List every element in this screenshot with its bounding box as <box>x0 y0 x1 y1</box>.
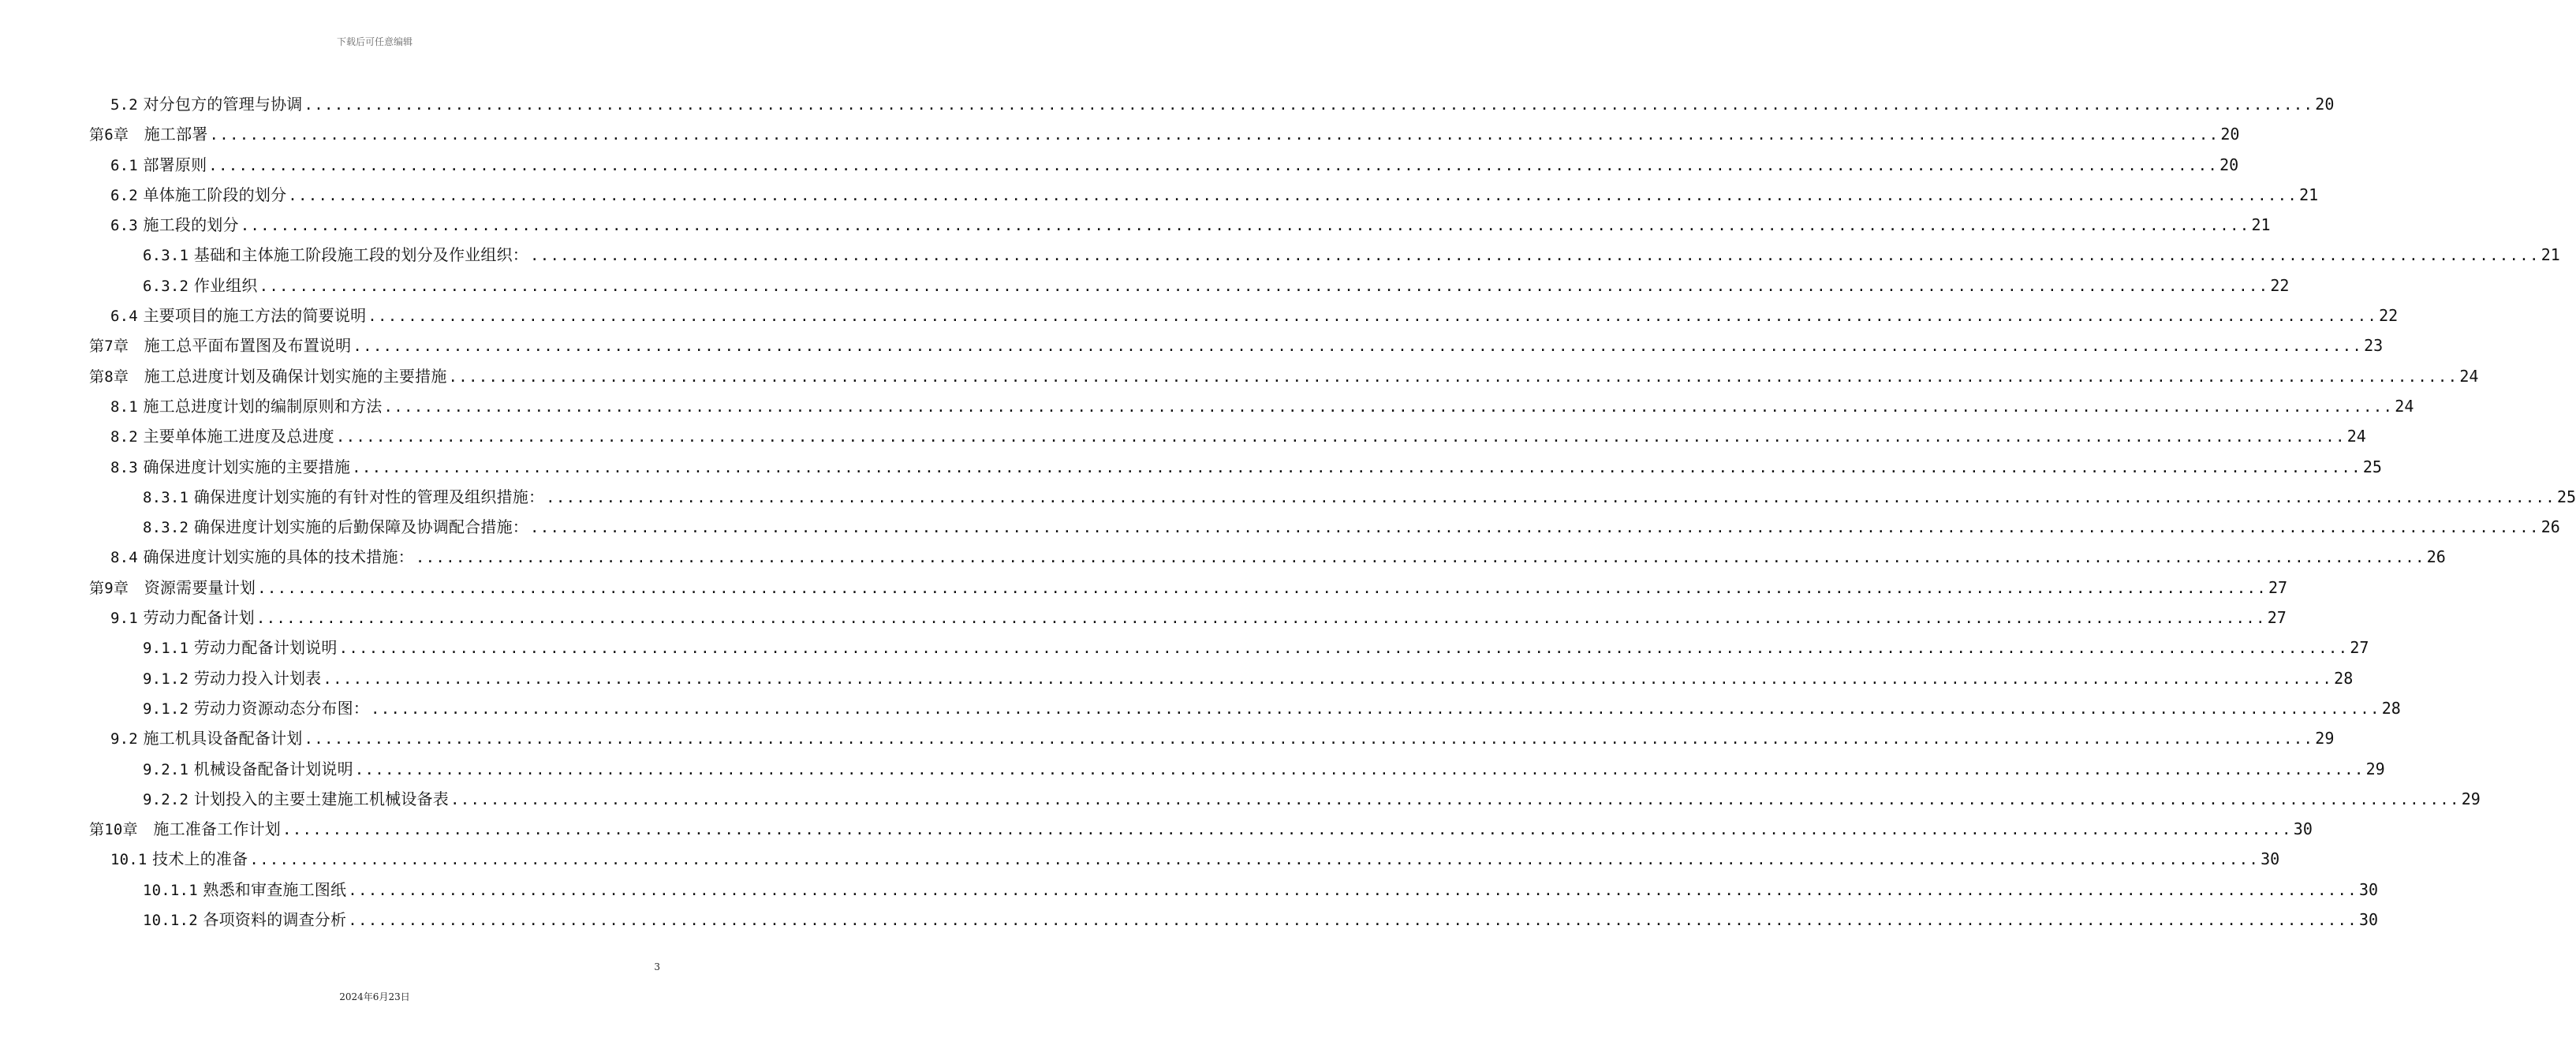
toc-entry-number: 8.3.2 <box>143 519 189 537</box>
toc-entry-separator <box>129 125 144 144</box>
toc-entry-separator <box>129 367 144 386</box>
toc-entry[interactable] <box>0 784 2481 814</box>
toc-entry-number: 8.1 <box>110 398 138 416</box>
toc-entry-number: 8.2 <box>110 428 138 446</box>
toc-entry[interactable] <box>0 542 2446 572</box>
toc-entry-number: 第8章 <box>89 368 129 386</box>
toc-entry[interactable] <box>0 452 2382 482</box>
toc-entry[interactable] <box>0 119 2240 149</box>
toc-entry-page: 26 <box>2541 517 2560 537</box>
toc-dot-leader: ........................................................................................................................................................................................................ <box>383 398 2394 416</box>
toc-entry-title: 施工机具设备配备计划 <box>143 729 303 748</box>
toc-entry-separator <box>138 819 154 838</box>
toc-entry-number: 9.1.1 <box>143 640 189 658</box>
toc-entry[interactable] <box>0 391 2414 421</box>
toc-entry-page: 22 <box>2379 306 2399 326</box>
toc-entry-number: 9.1.2 <box>143 700 189 718</box>
toc-entry-title: 施工准备工作计划 <box>153 819 281 839</box>
toc-entry-number: 8.3.1 <box>143 488 189 506</box>
toc-dot-leader: ........................................................................................................................................................................................................ <box>338 640 2349 658</box>
toc-entry-page: 27 <box>2268 577 2288 597</box>
toc-entry-title: 确保进度计划实施的后勤保障及协调配合措施： <box>193 517 528 537</box>
toc-dot-leader: ........................................................................................................................................................................................................ <box>368 308 2378 326</box>
toc-dot-leader: ........................................................................................................................................................................................................ <box>354 760 2365 778</box>
toc-entry-title: 基础和主体施工阶段施工段的划分及作业组织： <box>193 245 528 265</box>
toc-entry-number: 第7章 <box>89 338 129 356</box>
toc-entry-title: 主要项目的施工方法的简要说明 <box>143 306 367 326</box>
toc-entry-label <box>110 452 350 483</box>
toc-entry-number: 第10章 <box>89 821 138 839</box>
toc-entry-label <box>143 875 346 905</box>
toc-dot-leader: ........................................................................................................................................................................................................ <box>323 670 2333 688</box>
toc-entry-page: 30 <box>2293 819 2313 839</box>
toc-entry-page: 20 <box>2220 125 2240 144</box>
toc-dot-leader: ........................................................................................................................................................................................................ <box>348 912 2358 930</box>
toc-entry[interactable] <box>0 633 2369 662</box>
toc-entry-label <box>110 300 366 331</box>
toc-entry[interactable] <box>0 150 2239 180</box>
toc-entry-page: 23 <box>2364 336 2384 356</box>
toc-entry[interactable] <box>0 421 2366 451</box>
toc-entry-number: 6.3.2 <box>143 277 189 295</box>
toc-entry-title: 劳动力投入计划表 <box>193 668 322 688</box>
toc-entry-title: 机械设备配备计划说明 <box>193 759 353 778</box>
toc-entry-separator <box>129 578 144 597</box>
toc-entry-page: 30 <box>2359 879 2379 899</box>
toc-entry[interactable] <box>0 905 2379 935</box>
toc-entry-page: 30 <box>2261 849 2280 869</box>
toc-entry[interactable] <box>0 240 2560 270</box>
toc-entry-label <box>110 391 382 422</box>
toc-entry-page: 30 <box>2359 910 2379 930</box>
toc-entry-page: 29 <box>2365 759 2385 778</box>
toc-entry-number: 10.1.1 <box>143 881 198 899</box>
toc-entry-number: 5.2 <box>110 96 138 114</box>
toc-entry-page: 24 <box>2459 366 2479 386</box>
toc-entry-label <box>110 603 255 633</box>
toc-dot-leader: ........................................................................................................................................................................................................ <box>448 368 2458 386</box>
toc-entry-label <box>110 421 334 452</box>
toc-entry-title: 施工总进度计划的编制原则和方法 <box>143 396 383 416</box>
toc-entry-title: 确保进度计划实施的主要措施 <box>143 457 351 476</box>
toc-entry[interactable] <box>0 875 2379 905</box>
toc-entry-number: 8.3 <box>110 458 138 476</box>
toc-entry-number: 10.1.2 <box>143 912 198 930</box>
toc-entry-title: 施工总进度计划及确保计划实施的主要措施 <box>144 366 447 386</box>
toc-entry-page: 27 <box>2350 638 2369 658</box>
toc-entry-page: 21 <box>2541 245 2560 265</box>
toc-dot-leader: ........................................................................................................................................................................................................ <box>335 428 2346 446</box>
toc-entry-page: 28 <box>2381 698 2401 718</box>
toc-dot-leader: ........................................................................................................................................................................................................ <box>529 247 2540 265</box>
toc-entry-label <box>143 633 338 663</box>
toc-entry-title: 确保进度计划实施的具体的技术措施： <box>143 547 414 567</box>
toc-entry-title: 劳动力配备计划 <box>143 608 255 628</box>
toc-entry-page: 21 <box>2251 215 2271 235</box>
toc-entry-label <box>143 482 544 513</box>
toc-entry-label <box>89 361 447 392</box>
toc-entry-label <box>110 542 414 573</box>
toc-entry-title: 劳动力配备计划说明 <box>193 638 338 658</box>
toc-entry-title: 各项资料的调查分析 <box>203 910 347 930</box>
toc-entry-page: 25 <box>2362 457 2382 476</box>
toc-entry-label <box>143 905 346 935</box>
toc-entry-title: 施工部署 <box>144 125 208 144</box>
toc-entry[interactable] <box>0 180 2319 210</box>
toc-dot-leader: ........................................................................................................................................................................................................ <box>282 821 2292 839</box>
toc-entry-label <box>110 844 248 875</box>
toc-entry-label <box>143 240 528 271</box>
toc-entry-title: 施工段的划分 <box>143 215 239 235</box>
toc-entry-label <box>143 512 528 543</box>
toc-entry-number: 9.2 <box>110 730 138 748</box>
toc-entry-title: 施工总平面布置图及布置说明 <box>144 336 352 356</box>
toc-entry-label <box>143 784 449 815</box>
toc-entry[interactable] <box>0 512 2560 542</box>
toc-dot-leader: ........................................................................................................................................................................................................ <box>304 730 2314 748</box>
toc-dot-leader: ........................................................................................................................................................................................................ <box>415 549 2425 567</box>
page-header: 下载后可任意编辑 <box>336 36 413 47</box>
page-number: 3 <box>654 961 660 972</box>
toc-entry-label <box>143 754 353 785</box>
toc-entry[interactable] <box>0 754 2385 784</box>
toc-dot-leader: ........................................................................................................................................................................................................ <box>546 488 2555 506</box>
toc-dot-leader: ........................................................................................................................................................................................................ <box>259 277 2269 295</box>
toc-entry-title: 对分包方的管理与协调 <box>143 95 303 114</box>
toc-entry[interactable] <box>0 693 2401 723</box>
toc-entry[interactable] <box>0 300 2399 330</box>
toc-entry-label <box>143 663 321 694</box>
toc-entry-page: 29 <box>2461 789 2481 808</box>
toc-entry-page: 20 <box>2315 95 2335 114</box>
toc-entry-label <box>89 119 208 150</box>
toc-entry-number: 第6章 <box>89 126 129 144</box>
toc-entry-title: 劳动力资源动态分布图： <box>193 698 369 718</box>
toc-entry[interactable] <box>0 361 2479 391</box>
toc-entry[interactable] <box>0 814 2313 844</box>
toc-entry[interactable] <box>0 573 2288 603</box>
toc-dot-leader: ........................................................................................................................................................................................................ <box>348 881 2358 899</box>
toc-dot-leader: ........................................................................................................................................................................................................ <box>370 700 2380 718</box>
toc-entry-label <box>110 180 286 211</box>
toc-entry-page: 26 <box>2426 547 2446 567</box>
toc-entry-title: 技术上的准备 <box>152 849 248 869</box>
toc-entry[interactable] <box>0 271 2290 300</box>
toc-entry-number: 6.4 <box>110 308 138 326</box>
toc-entry-number: 第9章 <box>89 579 129 597</box>
toc-entry-label <box>89 814 281 845</box>
toc-entry-number: 6.3 <box>110 217 138 235</box>
toc-dot-leader: ........................................................................................................................................................................................................ <box>240 217 2250 235</box>
toc-entry-label <box>110 89 302 120</box>
toc-dot-leader: ........................................................................................................................................................................................................ <box>209 126 2219 144</box>
toc-dot-leader: ........................................................................................................................................................................................................ <box>288 186 2298 204</box>
table-of-contents <box>0 89 2576 935</box>
toc-entry-title: 资源需要量计划 <box>144 577 256 597</box>
toc-entry[interactable] <box>0 603 2287 633</box>
toc-entry-title: 确保进度计划实施的有针对性的管理及组织措施： <box>193 487 545 506</box>
toc-entry-label <box>143 693 369 724</box>
toc-dot-leader: ........................................................................................................................................................................................................ <box>208 156 2219 174</box>
toc-dot-leader: ........................................................................................................................................................................................................ <box>257 579 2267 597</box>
page-footer-date: 2024年6月23日 <box>339 991 410 1002</box>
toc-dot-leader: ........................................................................................................................................................................................................ <box>450 790 2460 808</box>
toc-dot-leader: ........................................................................................................................................................................................................ <box>353 338 2363 356</box>
toc-entry-label <box>110 150 207 181</box>
toc-dot-leader: ........................................................................................................................................................................................................ <box>249 851 2260 869</box>
toc-entry-page: 21 <box>2299 185 2319 204</box>
toc-entry-label <box>89 330 351 361</box>
toc-entry[interactable] <box>0 210 2271 240</box>
toc-entry-label <box>89 573 256 603</box>
toc-entry-number: 6.2 <box>110 186 138 204</box>
toc-entry-title: 熟悉和审查施工图纸 <box>203 879 347 899</box>
toc-entry-label <box>143 271 258 301</box>
toc-entry-number: 10.1 <box>110 851 147 869</box>
toc-entry-number: 9.2.2 <box>143 790 189 808</box>
toc-entry[interactable] <box>0 330 2384 360</box>
toc-entry-title: 单体施工阶段的划分 <box>143 185 287 204</box>
toc-entry[interactable] <box>0 663 2354 693</box>
toc-entry-title: 计划投入的主要土建施工机械设备表 <box>193 789 449 808</box>
toc-entry-page: 24 <box>2346 427 2366 446</box>
toc-entry-title: 主要单体施工进度及总进度 <box>143 427 334 446</box>
toc-entry-page: 20 <box>2219 155 2239 174</box>
toc-entry-page: 22 <box>2270 275 2290 295</box>
toc-entry-number: 9.2.1 <box>143 760 189 778</box>
toc-entry-number: 9.1 <box>110 610 138 628</box>
toc-entry-title: 部署原则 <box>143 155 207 174</box>
toc-entry-label <box>110 210 239 241</box>
toc-dot-leader: ........................................................................................................................................................................................................ <box>256 610 2266 628</box>
toc-entry-page: 29 <box>2315 729 2335 748</box>
toc-entry-title: 作业组织 <box>193 275 258 295</box>
toc-entry-number: 6.1 <box>110 156 138 174</box>
toc-dot-leader: ........................................................................................................................................................................................................ <box>529 519 2540 537</box>
toc-entry-number: 9.1.2 <box>143 670 189 688</box>
toc-entry-page: 27 <box>2267 608 2287 628</box>
toc-entry-label <box>110 723 302 754</box>
toc-entry-separator <box>129 336 144 355</box>
toc-dot-leader: ........................................................................................................................................................................................................ <box>304 96 2314 114</box>
toc-entry[interactable] <box>0 482 2576 512</box>
toc-entry[interactable] <box>0 723 2335 753</box>
toc-entry-page: 28 <box>2334 668 2354 688</box>
toc-entry[interactable] <box>0 844 2280 874</box>
toc-entry-number: 8.4 <box>110 549 138 567</box>
toc-entry[interactable] <box>0 89 2335 119</box>
toc-entry-number: 6.3.1 <box>143 247 189 265</box>
toc-dot-leader: ........................................................................................................................................................................................................ <box>352 458 2361 476</box>
toc-entry-page: 24 <box>2395 396 2414 416</box>
toc-entry-page: 25 <box>2556 487 2576 506</box>
